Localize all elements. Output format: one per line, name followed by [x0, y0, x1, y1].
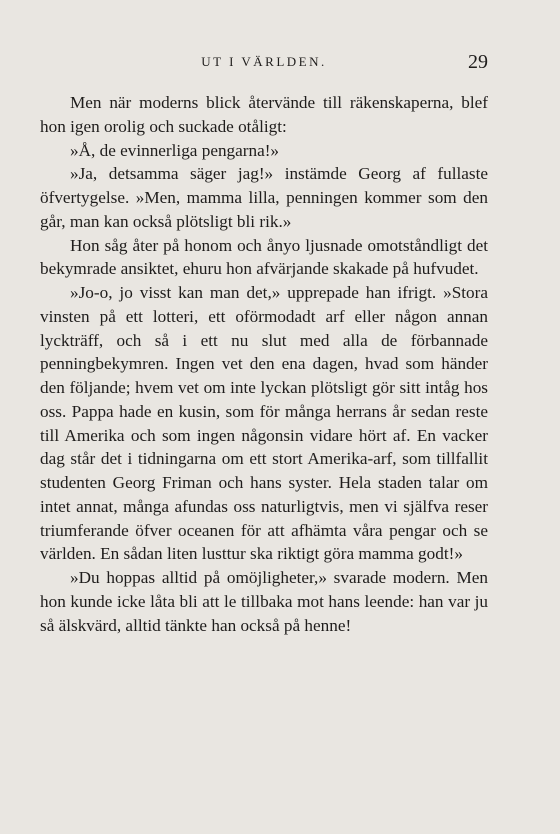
- paragraph: »Ja, detsamma säger jag!» instämde Georg af fullaste öfvertygelse. »Men, mamma lilla, penningen kommer som den går, man kan också plötsligt bli rik.»: [40, 164, 488, 231]
- paragraph: Men när moderns blick återvände till räkenskaperna, blef hon igen orolig och suckade otåligt:: [40, 93, 488, 136]
- body-text: [40, 91, 488, 637]
- paragraph: »Å, de evinnerliga pengarna!»: [70, 140, 280, 160]
- running-head: UT I VÄRLDEN.: [201, 54, 327, 69]
- page-header: [40, 50, 488, 74]
- paragraph: »Du hoppas alltid på omöjligheter,» svarade modern. Men hon kunde icke låta bli att le tillbaka mot hans leende: han var ju så älskvärd, alltid tänkte han också på henne!: [40, 568, 488, 635]
- paragraph: Hon såg åter på honom och ånyo ljusnade omotståndligt det bekymrade ansiktet, ehuru hon afvärjande skakade på hufvudet.: [40, 235, 488, 279]
- page-number: 29: [468, 51, 488, 73]
- paragraph: »Jo-o, jo visst kan man det,» upprepade han ifrigt. »Stora vinsten på ett lotteri, ett oförmodadt arf eller någon annan lyckträff, och så i ett nu slut med alla de förbannade penningbekymren. Ingen vet den ena dagen, hvad som händer den följande; hvem vet om inte lyckan plötsligt gör sitt intåg hos oss. Pappa hade en kusin, som för många herrans år sedan reste till Amerika och som ingen någonsin vidare hört af. En vacker dag står det i tidningarna om ett stort Amerika-arf, som tillfallit studenten Georg Friman och hans syster. Hela staden talar om intet annat, många afundas oss naturligtvis, men vi själfva reser triumferande öfver oceanen för att afhämta våra pengar och se världen. En sådan liten lusttur ska riktigt göra mamma godt!»: [40, 283, 488, 564]
